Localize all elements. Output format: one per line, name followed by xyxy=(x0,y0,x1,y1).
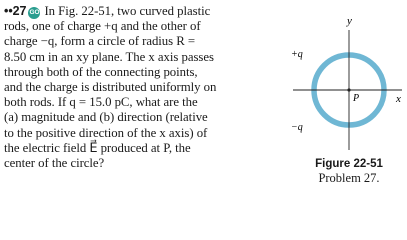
figure-diagram xyxy=(287,10,407,160)
figure-caption xyxy=(309,157,389,185)
problem-line: and the charge is distributed uniformly on xyxy=(4,80,217,95)
figure-caption-title: Figure 22-51 xyxy=(315,158,383,170)
center-label: P xyxy=(353,93,360,104)
y-axis-label: y xyxy=(347,15,352,27)
figure-caption-sub: Problem 27. xyxy=(318,171,380,185)
problem-line: (a) magnitude and (b) direction (relative xyxy=(4,110,208,125)
problem-line: the electric field E⃗ produced at P, the xyxy=(4,140,191,155)
problem-line: to the positive direction of the x axis) of xyxy=(4,125,208,140)
problem-line: 8.50 cm in an xy plane. The x axis passes xyxy=(4,49,214,64)
problem-number: ••27 xyxy=(4,4,27,18)
figure-22-51 xyxy=(287,10,407,160)
problem-line: center of the circle? xyxy=(4,156,105,171)
center-point xyxy=(347,88,350,91)
x-axis-label: x xyxy=(396,93,401,105)
problem-line: In Fig. 22-51, two curved plastic xyxy=(44,4,211,18)
problem-first-line xyxy=(4,4,282,19)
problem-line: through both of the connecting points, xyxy=(4,64,198,79)
lower-rod-label: −q xyxy=(291,122,303,133)
upper-rod-label: +q xyxy=(291,49,303,60)
go-badge-icon: GO xyxy=(28,7,40,19)
problem-text xyxy=(4,4,282,171)
problem-line: charge −q, form a circle of radius R = xyxy=(4,34,196,49)
problem-line: both rods. If q = 15.0 pC, what are the xyxy=(4,95,198,110)
problem-line: rods, one of charge +q and the other of xyxy=(4,19,201,34)
